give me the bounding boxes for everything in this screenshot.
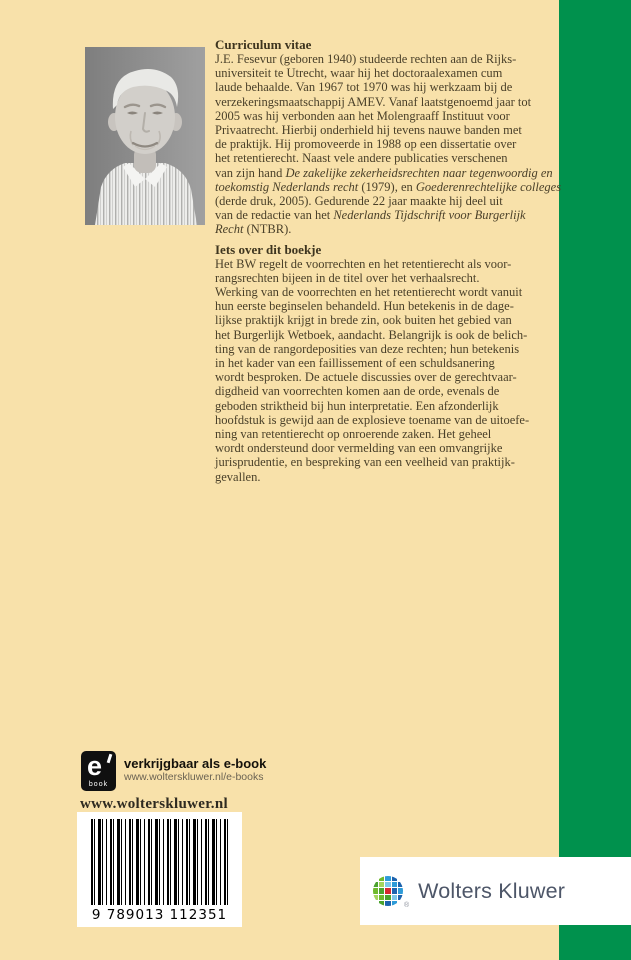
- cv-heading: Curriculum vitae: [215, 37, 312, 52]
- ebook-availability: [81, 751, 266, 791]
- about-heading: Iets over dit boekje: [215, 241, 322, 257]
- publisher-website: www.wolterskluwer.nl: [80, 796, 228, 812]
- ebook-icon-book: book: [88, 781, 109, 788]
- ebook-label: verkrijgbaar als e-book: [124, 756, 267, 771]
- isbn-barcode: [77, 812, 242, 927]
- cv-paragraph: J.E. Fesevur (geboren 1940) studeerde rechten aan de Rijks- universiteit te Utrecht, waar hij het doctoraalexamen cum laude behaalde. Van 1967 tot 1970 was hij werkzaam bij de verzekeringsmaatschappij AMEV. Vanaf laatstgenoemd jaar tot 2005 was hij verbonden aan het Molengraaff Instituut voor Privaatrecht. Hierbij onderhield hij tevens nauwe banden met de praktijk. Hij promoveerde in 1988 op een dissertatie over het retentierecht. Naast vele andere publicaties verschenen van zijn hand De zakelijke zekerheidsrechten naar tegenwoordig en toekomstig Nederlands recht (1979), en Goederenrechtelijke colleges (derde druk, 2005). Gedurende 22 jaar maakte hij deel uit van de redactie van het Nederlands Tijdschrift voor Burgerlijk Recht (NTBR).: [215, 52, 562, 237]
- publisher-band: [360, 857, 631, 925]
- wk-globe-icon: [373, 876, 403, 906]
- ebook-url: www.wolterskluwer.nl/e-books: [124, 771, 264, 783]
- about-paragraph: Het BW regelt de voorrechten en het retentierecht als voor- rangsrechten bijeen in de titel over het verhaalsrecht. Werking van de voorrechten en het retentierecht wordt vanuit hun eerste beginselen behandeld. Hun betekenis in de dage- lijkse praktijk krijgt in brede zin, ook buiten het gebied van het Burgerlijk Wetboek, aandacht. Belangrijk is ook de belich- ting van de rangordeposities van deze rechten; hun betekenis in het kader van een faillissement of een schuldsanering wordt besproken. De actuele discussies over de gerechtvaar- digdheid van voorrechten komen aan de orde, evenals de geboden striktheid bij hun interpretatie. Een afzonderlijk hoofdstuk is gewijd aan de explosieve toename van de uitoefe- ning van retentierecht op onroerende zaken. Het geheel wordt ondersteund door vermelding van een omvangrijke jurisprudentie, en bespreking van een veelheid van praktijk- gevallen.: [215, 256, 530, 484]
- registered-trademark: ®: [404, 902, 410, 909]
- green-spine-stripe: [559, 0, 631, 960]
- barcode-bars: [91, 819, 229, 905]
- ebook-icon: [81, 751, 116, 791]
- ebook-icon-e: e: [87, 751, 103, 781]
- back-cover-text: [215, 38, 561, 484]
- publisher-name: Wolters Kluwer: [418, 878, 566, 903]
- barcode-number: 9 789013 112351: [91, 907, 228, 923]
- ebook-icon-mark: [107, 754, 113, 763]
- author-photo: [85, 47, 205, 225]
